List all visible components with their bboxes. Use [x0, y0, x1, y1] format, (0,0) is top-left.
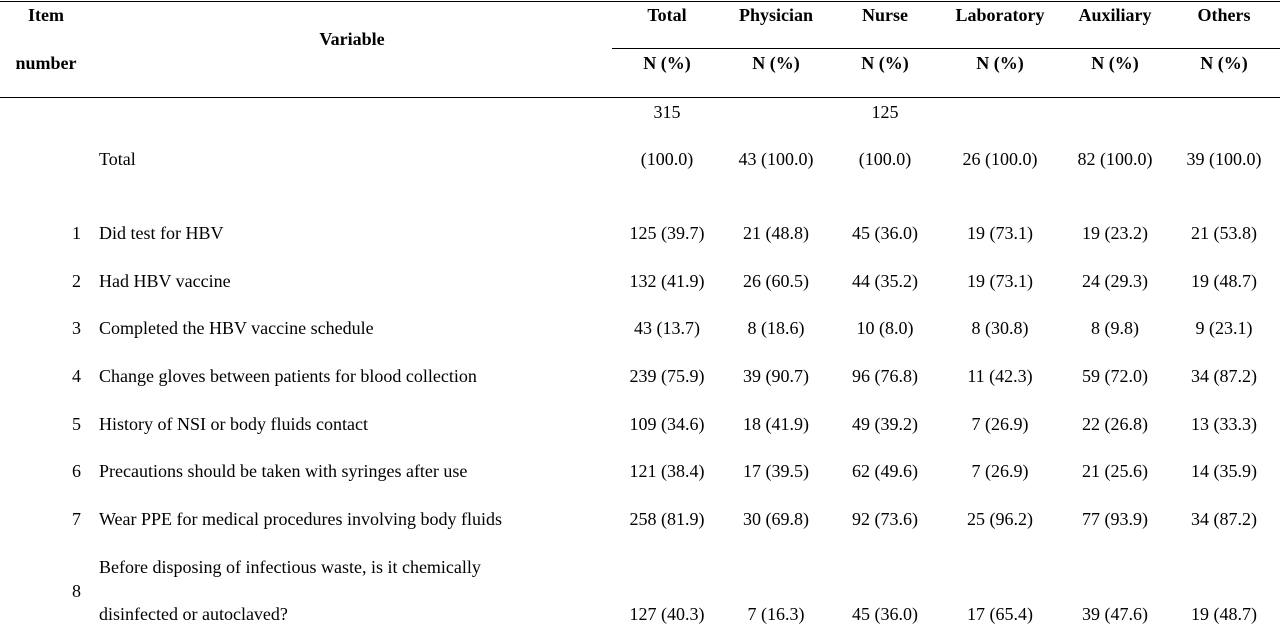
subheader-others: N (%)	[1200, 53, 1248, 73]
total-row-total-n: 315	[653, 102, 681, 122]
cell-total: 132 (41.9)	[629, 271, 705, 291]
cell-total: 239 (75.9)	[629, 366, 705, 386]
row-number: 7	[72, 509, 81, 529]
cell-others: 19 (48.7)	[1191, 604, 1257, 624]
cell-total: 125 (39.7)	[629, 223, 705, 243]
cell-laboratory: 8 (30.8)	[971, 318, 1029, 338]
total-row-others: 39 (100.0)	[1186, 149, 1262, 169]
cell-laboratory: 19 (73.1)	[967, 223, 1033, 243]
cell-laboratory: 11 (42.3)	[967, 366, 1033, 386]
header-variable: Variable	[319, 29, 385, 49]
cell-auxiliary: 39 (47.6)	[1082, 604, 1148, 624]
total-row-nurse-pct: (100.0)	[858, 149, 912, 169]
row-number: 8	[72, 581, 81, 601]
subheader-laboratory: N (%)	[976, 53, 1024, 73]
header-laboratory: Laboratory	[955, 5, 1045, 25]
subheader-nurse: N (%)	[861, 53, 909, 73]
cell-total: 43 (13.7)	[634, 318, 700, 338]
cell-others: 13 (33.3)	[1191, 414, 1257, 434]
cell-laboratory: 7 (26.9)	[971, 414, 1029, 434]
total-row-label: Total	[99, 149, 136, 169]
cell-auxiliary: 24 (29.3)	[1082, 271, 1148, 291]
cell-total: 121 (38.4)	[629, 461, 705, 481]
subheader-total: N (%)	[643, 53, 691, 73]
header-physician: Physician	[738, 5, 814, 25]
cell-total: 258 (81.9)	[629, 509, 705, 529]
cell-others: 34 (87.2)	[1191, 509, 1257, 529]
cell-nurse: 49 (39.2)	[852, 414, 918, 434]
header-auxiliary: Auxiliary	[1078, 5, 1152, 25]
header-total: Total	[647, 5, 687, 25]
subheader-rule	[612, 48, 1280, 49]
row-number: 5	[72, 414, 81, 434]
header-item-line1: Item	[28, 5, 64, 25]
row-label: History of NSI or body fluids contact	[99, 414, 368, 434]
row-label: Did test for HBV	[99, 223, 224, 243]
cell-physician: 30 (69.8)	[743, 509, 809, 529]
cell-nurse: 96 (76.8)	[852, 366, 918, 386]
top-rule	[0, 1, 1280, 2]
total-row-physician: 43 (100.0)	[738, 149, 814, 169]
header-nurse: Nurse	[862, 5, 908, 25]
cell-auxiliary: 59 (72.0)	[1082, 366, 1148, 386]
row-number: 6	[72, 461, 81, 481]
row-number: 4	[72, 366, 81, 386]
cell-total: 109 (34.6)	[629, 414, 705, 434]
cell-laboratory: 19 (73.1)	[967, 271, 1033, 291]
row-label-line1: Before disposing of infectious waste, is it chemically	[99, 557, 481, 577]
cell-nurse: 44 (35.2)	[852, 271, 918, 291]
cell-nurse: 10 (8.0)	[856, 318, 914, 338]
cell-laboratory: 25 (96.2)	[967, 509, 1033, 529]
cell-physician: 18 (41.9)	[743, 414, 809, 434]
row-number: 3	[72, 318, 81, 338]
row-label: Change gloves between patients for blood collection	[99, 366, 477, 386]
cell-others: 9 (23.1)	[1195, 318, 1253, 338]
cell-physician: 7 (16.3)	[747, 604, 805, 624]
header-bottom-rule	[0, 97, 1280, 98]
cell-others: 14 (35.9)	[1191, 461, 1257, 481]
row-label: Had HBV vaccine	[99, 271, 231, 291]
cell-others: 34 (87.2)	[1191, 366, 1257, 386]
row-number: 2	[72, 271, 81, 291]
subheader-auxiliary: N (%)	[1091, 53, 1139, 73]
cell-auxiliary: 77 (93.9)	[1082, 509, 1148, 529]
cell-total: 127 (40.3)	[629, 604, 705, 624]
header-item-line2: number	[15, 53, 77, 73]
cell-laboratory: 17 (65.4)	[967, 604, 1033, 624]
cell-auxiliary: 8 (9.8)	[1091, 318, 1139, 338]
cell-auxiliary: 19 (23.2)	[1082, 223, 1148, 243]
cell-physician: 26 (60.5)	[743, 271, 809, 291]
cell-nurse: 62 (49.6)	[852, 461, 918, 481]
cell-auxiliary: 22 (26.8)	[1082, 414, 1148, 434]
cell-nurse: 92 (73.6)	[852, 509, 918, 529]
cell-nurse: 45 (36.0)	[852, 223, 918, 243]
row-label: Precautions should be taken with syringes after use	[99, 461, 468, 481]
row-label-line2: disinfected or autoclaved?	[99, 604, 288, 624]
cell-others: 21 (53.8)	[1191, 223, 1257, 243]
row-label: Completed the HBV vaccine schedule	[99, 318, 374, 338]
total-row-auxiliary: 82 (100.0)	[1077, 149, 1153, 169]
total-row-laboratory: 26 (100.0)	[962, 149, 1038, 169]
header-others: Others	[1197, 5, 1251, 25]
cell-others: 19 (48.7)	[1191, 271, 1257, 291]
cell-physician: 21 (48.8)	[743, 223, 809, 243]
row-number: 1	[72, 223, 81, 243]
total-row-nurse-n: 125	[871, 102, 899, 122]
cell-auxiliary: 21 (25.6)	[1082, 461, 1148, 481]
cell-physician: 17 (39.5)	[743, 461, 809, 481]
total-row-total-pct: (100.0)	[640, 149, 694, 169]
cell-physician: 8 (18.6)	[747, 318, 805, 338]
row-label: Wear PPE for medical procedures involving body fluids	[99, 509, 502, 529]
cell-laboratory: 7 (26.9)	[971, 461, 1029, 481]
cell-nurse: 45 (36.0)	[852, 604, 918, 624]
cell-physician: 39 (90.7)	[743, 366, 809, 386]
subheader-physician: N (%)	[752, 53, 800, 73]
